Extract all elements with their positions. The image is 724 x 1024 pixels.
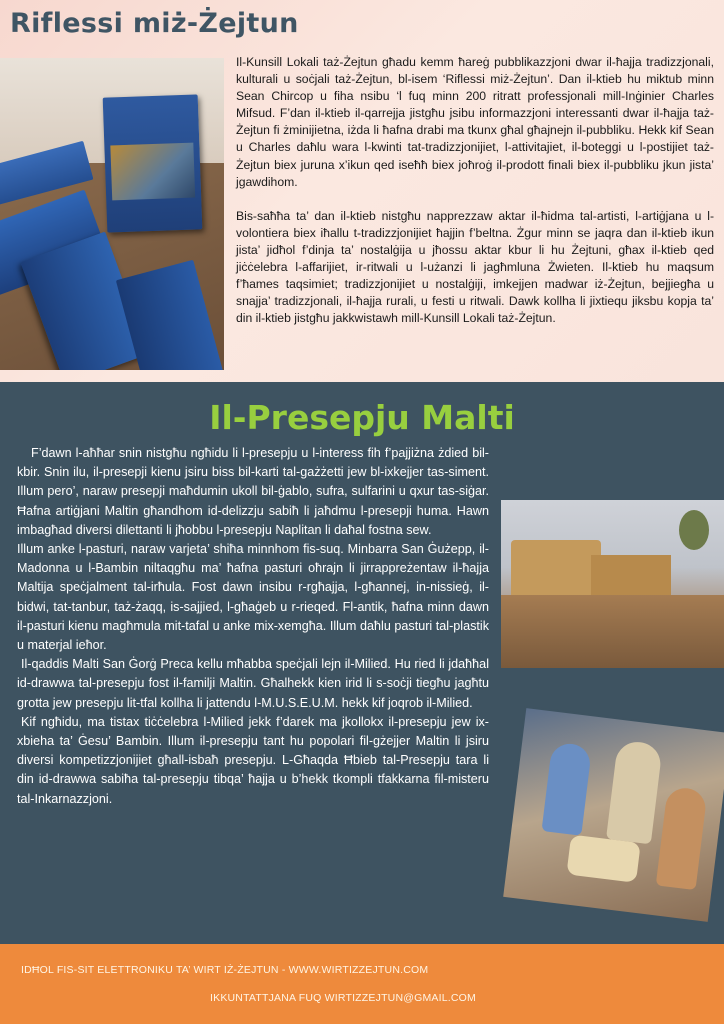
figure-child-manger — [566, 835, 640, 883]
footer — [0, 944, 724, 1024]
figure-joseph — [606, 740, 663, 845]
book-article-text — [236, 54, 714, 327]
book-cover-picture — [110, 143, 195, 201]
crib-figures-photo — [503, 708, 724, 922]
book-paragraph: Il-Kunsill Lokali taż-Żejtun għadu kemm ħareġ pubblikazzjoni dwar il-ħajja tradizzjonali, kulturali u soċjali taż-Żejtun, bl-isem ‘Riflessi miż-Żejtun’. Dan il-ktieb hu miktub minn Sean Chircop u fiha nsibu ‘l fuq minn 200 ritratt professjonali mill-Inġinier Charles Mifsud. F’dan il-ktieb il-qarrejja jistgħu jsibu informazzjoni interessanti dwar il-ħajja taż-Żejtun fi żminijietna, iżda li ħafna drabi ma tkunx għal għajnejn il-pubbliku. Hekk kif Sean u Charles daħlu wara l-kwinti tat-tradizzjonijiet, l-attivitajiet, il-boteggi u l-postijiet taż-Żejtun biex juruna x’ikun qed iseħħ biex joħroġ il-prodott finali biex il-pubbliku jkun jista’ jgawdihom. — [236, 55, 714, 189]
figure-shepherd — [656, 786, 708, 890]
book-section-title: Riflessi miż-Żejtun — [10, 8, 299, 39]
footer-contact-line: IKKUNTATTJANA FUQ WIRTIZZEJTUN@GMAIL.COM — [210, 992, 476, 1004]
figure-madonna — [541, 742, 592, 836]
crib-paragraph: F’dawn l-aħħar snin nistgħu ngħidu li l-presepju u l-interess fih f’pajjiżna żdied bil-kbir. Snin ilu, il-presepji kienu jsiru biss bil-karti tal-gażżetti jew bl-ixkejjer tas-siment. Illum pero’, naraw presepji maħdumin ukoll bil-ġablo, sufra, sulfarini u qxur tas-siġar. Ħafna artiġjani Maltin għandhom id-delizzju sabiħ li jaħdmu l-presepji huma. Hawn imbagħad diversi dilettanti li jħobbu l-presepju Naplitan li daħal fostna sew. — [17, 446, 489, 537]
book-paragraph: Bis-saħħa ta’ dan il-ktieb nistgħu napprezzaw aktar il-ħidma tal-artisti, l-artiġjana u l-volontiera biex iħallu t-tradizzjonijiet ħajjin f’beltna. Żgur minn se jaqra dan il-ktieb ikun jista’ jidħol f’dinja ta’ nostalġija u jħossu aktar kbur li hu Żejtuni, għax il-ktieb qed jiċċelebra l-affarijiet, ir-ritwali u l-użanzi li jagħmluna Żwieten. Il-ktieb hu maqsum f’ħames taqsimiet; tradizzjonijiet u nostalġiji, imkejjen madwar iż-Żejtun, bejjiegħa u snajja’ tradizzjonali, il-ħajja rurali, u festi u ritwali. Dawk kollha li jixtiequ jiksbu kopja ta’ din il-ktieb jistgħu jakkwistawh mill-Kunsill Lokali taż-Żejtun. — [236, 208, 714, 326]
crib-section — [0, 382, 724, 944]
photo-tree — [679, 510, 709, 550]
crib-paragraph: Illum anke l-pasturi, naraw varjeta’ shiħa minnhom fis-suq. Minbarra San Ġużepp, il-Madonna u l-Bambin niltaqgħu ma’ ħafna pasturi oħrajn li jirrappreżentaw il-ħajja Maltija speċjalment tal-irħula. Fost dawn insibu r-rgħajja, l-għannej, in-nissieġ, il-bidwi, tat-tanbur, taż-żaqq, is-sajjied, l-għaġeb u r-rieqed. Fl-antik, ħafna minn dawn il-pasturi kienu magħmula mit-tafal u anke mix-xemgħa. Illum daħlu pasturi tal-plastik u materjal ieħor. — [17, 542, 489, 653]
crib-paragraph: Il-qaddis Malti San Ġorġ Preca kellu mħabba speċjali lejn il-Milied. Hu ried li jdaħħal id-drawwa tal-presepju fost il-familji Maltin. Għalhekk kien irid li s-soċji tiegħu jagħtu grotta jew presepju lit-tfal kollha li jattendu l-M.U.S.E.U.M. hekk kif joqrob il-Milied. — [17, 657, 489, 710]
footer-website-line: IDĦOL FIS-SIT ELETTRONIKU TA’ WIRT IŻ-ŻEJTUN - WWW.WIRTIZZEJTUN.COM — [21, 964, 429, 976]
photo-landscape — [501, 595, 724, 668]
book-section — [0, 0, 724, 382]
crib-paragraph: Kif ngħidu, ma tistax tiċċelebra l-Milied jekk f’darek ma jkollokx il-presepju jew ix-xbieha ta’ Ġesu’ Bambin. Illum il-presepju tant hu popolari fil-gżejjer Maltin li jsiru diversi kompetizzjonijiet għall-isbaħ presepju. L-Għaqda Ħbieb tal-Presepju tara li din id-drawwa sabiħa tal-presepju tibqa’ ħajja u b’hekk tkompli tfakkarna fil-misteru tal-Inkarnazzjoni. — [17, 714, 489, 806]
crib-section-title: Il-Presepju Malti — [209, 398, 515, 437]
crib-diorama-photo — [501, 500, 724, 668]
book-cover — [103, 94, 203, 232]
book-stack-photo — [0, 58, 224, 370]
crib-article-text — [17, 444, 489, 809]
